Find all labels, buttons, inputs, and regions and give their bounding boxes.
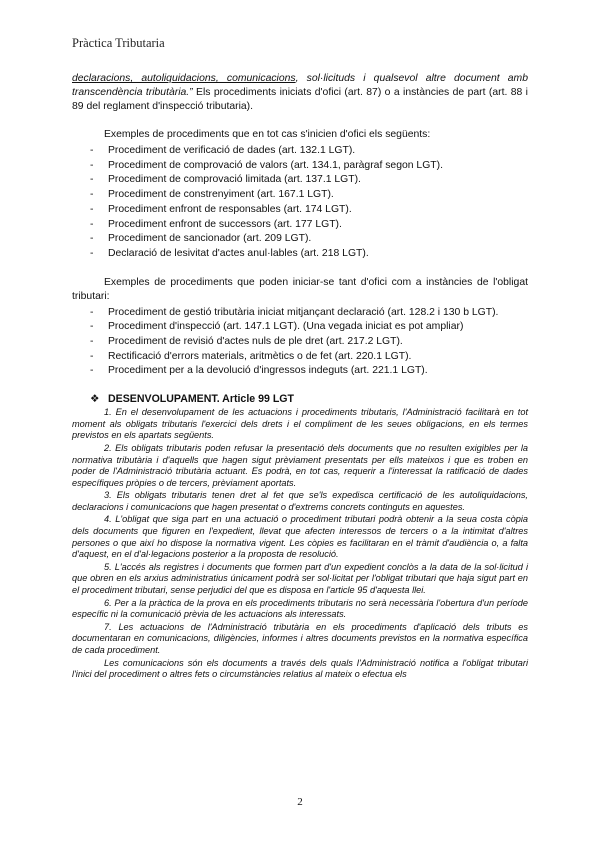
normal-text: Els procediments iniciats d'ofici (art. 87) o a instàncies de part (art. 88 i 89 del reglament d'inspecció tributaria). xyxy=(72,87,528,112)
list-item: - Procediment de sancionador (art. 209 LGT). xyxy=(90,233,312,245)
ofici-list xyxy=(72,144,528,262)
article-paragraph: 5. L'accés als registres i documents que formen part d'un expedient conclòs a la data de la sol·licitud i que obren en els arxius administratius únicament podrà ser sol·licitat per l'obligat tributari que haja sigut part en el procediment tributari, sense perjudici del que es disposa en l'article 95 d'aquesta llei. xyxy=(72,561,528,596)
article-paragraph: 7. Les actuacions de l'Administració tributària en els procediments d'aplicació dels tributs es documentaran en comunicacions, diligències, informes i altres documents previstos en la normativa específica de cada procediment. xyxy=(72,621,528,656)
italic-text: , sol·licituds i qualsevol altre document amb transcendència tributària.” xyxy=(72,73,528,98)
underlined-text: declaracions, autoliquidacions, comunicacions xyxy=(72,73,296,84)
list-item: - Procediment enfront de successors (art. 177 LGT). xyxy=(90,218,342,230)
article-paragraph: 4. L'obligat que siga part en una actuació o procediment tributari podrà obtenir a la seua costa còpia dels documents que figuren en l'expedient, llevat que afecten interessos de tercers o a la intimitat d'altres persones o que així ho dispose la normativa vigent. Les còpies es facilitaran en el tràmit d'audiència o, a falta d'aquest, en el d'al·legacions posterior a la proposta de resolució. xyxy=(72,514,528,560)
list-item: - Procediment de revisió d'actes nuls de ple dret (art. 217.2 LGT). xyxy=(90,336,403,348)
article-paragraph: 3. Els obligats tributaris tenen dret al fet que se'ls expedisca certificació de les autoliquidacions, declaracions i comunicacions que hagen presentat o d'extrems concrets continguts en aquestes. xyxy=(72,490,528,512)
article-paragraph: 1. En el desenvolupament de les actuacions i procediments tributaris, l'Administració facilitarà en tot moment als obligats tributaris l'exercici dels drets i el compliment de les seues obligacions, en els termes previstos en els apartats següents. xyxy=(72,407,528,441)
list-item: - Procediment enfront de responsables (art. 174 LGT). xyxy=(90,203,352,215)
article-paragraph: Les comunicacions són els documents a través dels quals l'Administració notifica a l'obligat tributari l'inici del procediment o altres fets o circumstàncies relatius al mateix o efectua els xyxy=(72,657,528,680)
list-item: - Procediment per a la devolució d'ingressos indeguts (art. 221.1 LGT). xyxy=(90,365,428,377)
list-item: - Rectificació d'errors materials, aritmètics o de fet (art. 220.1 LGT). xyxy=(90,350,412,362)
ambdos-list xyxy=(72,306,528,380)
page-header: Pràctica Tributaria xyxy=(72,36,165,50)
list-item: - Procediment de comprovació limitada (art. 137.1 LGT). xyxy=(90,174,361,186)
diamond-bullet-icon: ❖ xyxy=(90,393,100,406)
list-item: - Procediment de comprovació de valors (art. 134.1, paràgraf segon LGT). xyxy=(90,159,443,171)
section-heading xyxy=(72,392,528,406)
page-number: 2 xyxy=(297,796,303,808)
section-title: DESENVOLUPAMENT. Article 99 LGT xyxy=(108,393,295,406)
list-item: - Procediment de gestió tributària iniciat mitjançant declaració (art. 128.2 i 130 b LGT). xyxy=(90,306,499,318)
document-body xyxy=(72,72,528,681)
article-paragraph: 2. Els obligats tributaris poden refusar la presentació dels documents que no resulten exigibles per la normativa tributària i d'aquells que hagen sigut prèviament presentats per ells mateixos i que es troben en poder de l'Administració tributària actuant. Es podrà, en tot cas, requerir a l'interessat la ratificació de dades específiques pròpies o de tercers, prèviament aportats. xyxy=(72,442,528,488)
list-item: - Procediment d'inspecció (art. 147.1 LGT). (Una vegada iniciat es pot ampliar) xyxy=(90,321,464,333)
ambdos-intro: Exemples de procediments que poden iniciar-se tant d'ofici com a instàncies de l'obligat tributari: xyxy=(72,276,528,302)
article-text xyxy=(72,407,528,681)
article-paragraph: 6. Per a la pràctica de la prova en els procediments tributaris no serà necessària l'obertura d'un període específic ni la comunicació prèvia de les actuacions als interessats. xyxy=(72,597,528,620)
intro-paragraph xyxy=(72,72,528,114)
list-item: - Procediment de constrenyiment (art. 167.1 LGT). xyxy=(90,189,334,201)
list-item: - Declaració de lesivitat d'actes anul·lables (art. 218 LGT). xyxy=(90,247,369,259)
list-item: - Procediment de verificació de dades (art. 132.1 LGT). xyxy=(90,145,356,156)
ofici-intro: Exemples de procediments que en tot cas s'inicien d'ofici els següents: xyxy=(104,129,431,140)
